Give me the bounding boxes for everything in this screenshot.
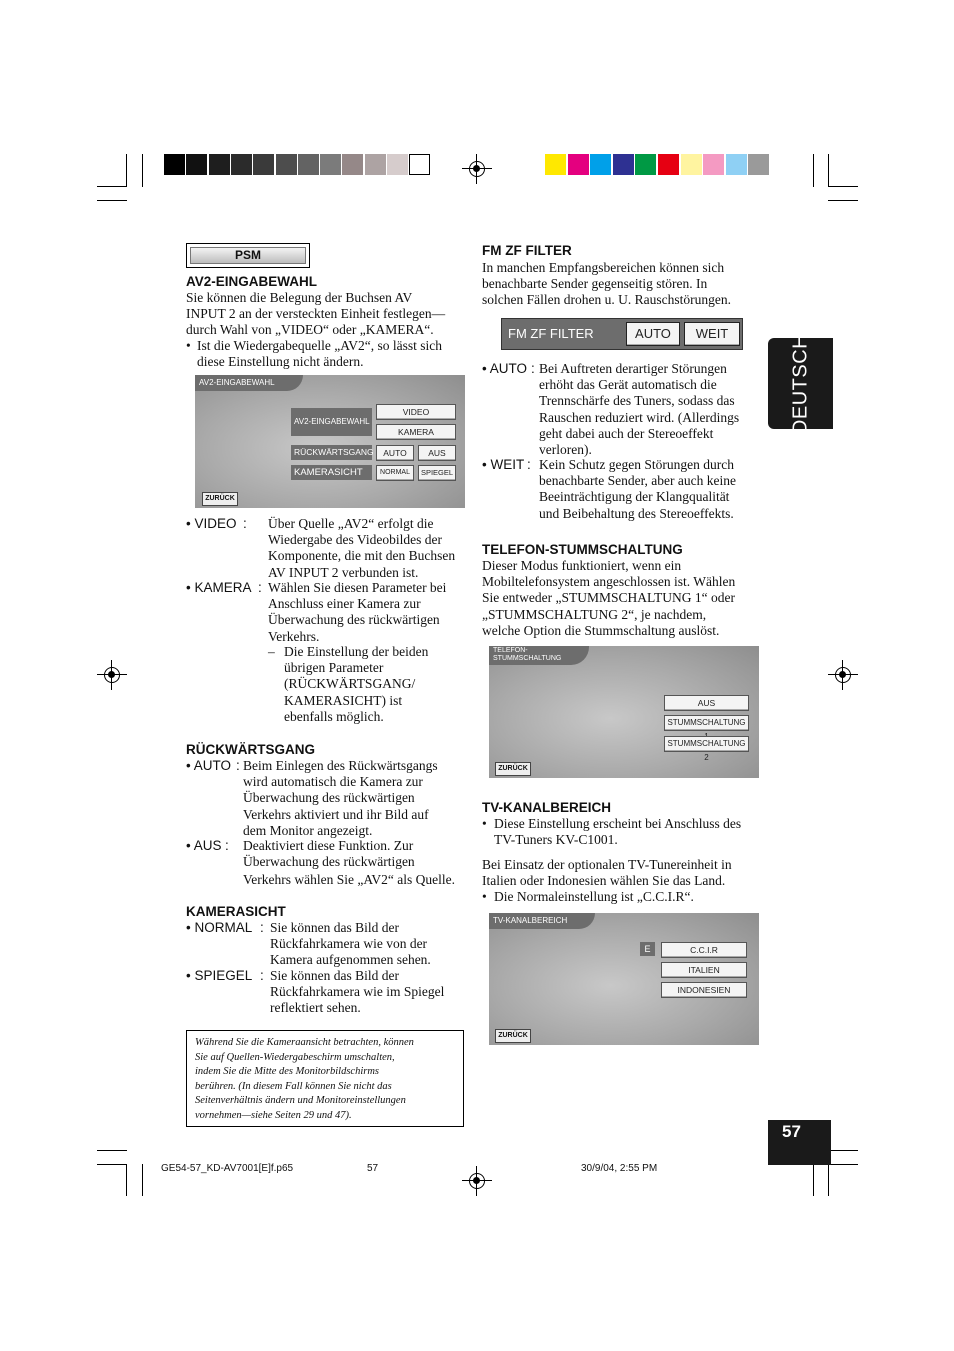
sub-dash: –: [268, 644, 275, 659]
process-swatch: [590, 154, 611, 175]
registration-mark: [466, 158, 488, 180]
kamerasicht-heading: KAMERASICHT: [186, 904, 286, 919]
gray-swatch: [253, 154, 274, 175]
stummschaltung-2-button[interactable]: STUMMSCHALTUNG 2: [664, 736, 749, 752]
text-line: Diese Einstellung erscheint bei Anschluss des: [494, 816, 742, 831]
term-colon: :: [236, 758, 240, 773]
registration-mark: [832, 664, 854, 686]
term-colon: :: [258, 580, 262, 595]
text-line: KAMERASICHT) ist: [284, 692, 403, 708]
rueck-aus-description: [243, 838, 473, 889]
text-line: Verkehrs wählen Sie „AV2“ als Quelle.: [243, 872, 455, 888]
text-line: AV INPUT 2 verbunden ist.: [268, 564, 419, 580]
stummschaltung-1-button[interactable]: STUMMSCHALTUNG: [664, 715, 749, 731]
av2-screen: [195, 375, 465, 508]
process-swatch: [613, 154, 634, 175]
text-line: Sie können das Bild der: [270, 920, 399, 935]
av2-intro: [186, 290, 471, 339]
text-line: dem Monitor angezeigt.: [243, 822, 373, 838]
tv-screen: [489, 913, 759, 1045]
telefon-heading: TELEFON-STUMMSCHALTUNG: [482, 542, 683, 557]
text-line: Bei Auftreten derartiger Störungen: [539, 361, 727, 376]
text-line: TV-Tuners KV-C1001.: [494, 832, 618, 848]
footer-file: GE54-57_KD-AV7001[E]f.p65: [161, 1163, 294, 1174]
gray-swatch: [186, 154, 207, 175]
crop-mark: [97, 1164, 127, 1165]
gray-swatch: [387, 154, 408, 175]
fmzf-auto-description: [539, 361, 769, 458]
text-line: benachbarte Sender, aber auch keine: [539, 473, 736, 489]
process-swatch: [726, 154, 747, 175]
crop-mark: [828, 1150, 858, 1151]
page-number-box: [768, 1120, 831, 1165]
text-line: und Beibehaltung des Stereoeffekts.: [539, 505, 734, 521]
text-line: Überwachung des rückwärtigen: [243, 790, 415, 806]
gray-swatch: [276, 154, 297, 175]
rueckwaertsgang-heading: RÜCKWÄRTSGANG: [186, 742, 315, 757]
language-tab: [768, 333, 833, 434]
text-line: Verkehrs aktiviert und ihr Bild auf: [243, 806, 429, 822]
kamera-term: • KAMERA: [186, 580, 252, 595]
fmzf-bar-label: FM ZF FILTER: [508, 326, 594, 341]
telefon-aus-button[interactable]: AUS: [664, 695, 749, 711]
term-colon: :: [243, 516, 247, 531]
spiegel-description: [270, 968, 470, 1017]
text-line: wird automatisch die Kamera zur: [243, 774, 423, 790]
tv-heading: TV-KANALBEREICH: [482, 800, 612, 815]
screen-tab-line: STUMMSCHALTUNG: [493, 655, 562, 662]
back-button[interactable]: ZURÜCK: [495, 1029, 531, 1043]
text-line: „STUMMSCHALTUNG 2“, je nachdem,: [482, 606, 707, 622]
crop-mark: [97, 200, 127, 201]
gray-swatch: [164, 154, 185, 175]
kamera-sub-description: [284, 644, 469, 725]
text-line: Sie können das Bild der: [270, 968, 399, 983]
gray-swatch: [365, 154, 386, 175]
text-line: Deaktiviert diese Funktion. Zur: [243, 838, 414, 853]
text-line: Rückfahrkamera wie von der: [270, 936, 428, 952]
page-number: 57: [782, 1122, 801, 1141]
process-swatch: [545, 154, 566, 175]
gray-swatch: [231, 154, 252, 175]
screen-tab: [489, 646, 589, 665]
language-tab-label: DEUTSCH: [789, 333, 811, 434]
text-line: Kamera aufgenommen sehen.: [270, 952, 431, 968]
fmzf-heading: FM ZF FILTER: [482, 243, 572, 258]
text-line: Sie entweder „STUMMSCHALTUNG 1“ oder: [482, 590, 735, 606]
text-line: Während Sie die Kameraansicht betrachten, können: [195, 1037, 414, 1048]
term-colon: :: [225, 838, 229, 853]
text-line: Bei Einsatz der optionalen TV-Tunereinheit in: [482, 857, 732, 872]
text-line: benachbarte Sender gegenseitig stören. In: [482, 276, 708, 292]
fmzf-weit-description: [539, 457, 769, 522]
crop-mark: [126, 1164, 127, 1196]
normal-term: • NORMAL: [186, 920, 253, 935]
tv-bullet-1: [494, 816, 769, 848]
bullet-marker: •: [186, 338, 191, 353]
gray-swatch: [298, 154, 319, 175]
text-line: welche Option die Stummschaltung auslöst.: [482, 622, 720, 638]
text-line: Sie auf Quellen-Wiedergabeschirm umschalten,: [195, 1051, 395, 1063]
text-line: Italien oder Indonesien wählen Sie das Land.: [482, 873, 726, 889]
back-button[interactable]: ZURÜCK: [495, 762, 531, 776]
text-line: erhöht das Gerät automatisch die: [539, 377, 717, 393]
crop-mark: [142, 154, 143, 187]
term-colon: :: [527, 457, 531, 472]
process-swatch: [568, 154, 589, 175]
crop-mark: [126, 154, 127, 187]
footer-page: 57: [367, 1163, 379, 1174]
gray-swatch: [320, 154, 341, 175]
screen-tab: TV-KANALBEREICH: [489, 913, 595, 929]
text-line: indem Sie die Mitte des Monitorbildschirms: [195, 1066, 380, 1077]
text-line: Sie können die Belegung der Buchsen AV: [186, 290, 413, 305]
process-swatch: [681, 154, 702, 175]
gray-swatch: [409, 154, 430, 175]
text-line: Anschluss einer Kamera zur: [268, 596, 421, 612]
text-line: Wiedergabe des Videobildes der: [268, 532, 442, 548]
current-selection-marker: E: [640, 942, 655, 956]
text-line: Komponente, die mit den Buchsen: [268, 548, 456, 564]
text-line: übrigen Parameter: [284, 660, 384, 676]
registration-mark: [101, 664, 123, 686]
text-line: Seitenverhältnis ändern und Monitoreinstellungen: [195, 1095, 406, 1106]
psm-button-label: PSM: [234, 248, 261, 262]
ccir-button[interactable]: C.C.I.R: [661, 942, 747, 958]
auto-button[interactable]: AUTO: [376, 445, 414, 461]
fmzf-weit-button[interactable]: WEIT: [684, 322, 740, 346]
process-swatch: [703, 154, 724, 175]
bullet-marker: •: [482, 889, 487, 904]
kamera-button[interactable]: KAMERA: [376, 424, 456, 440]
rueck-auto-description: [243, 758, 473, 839]
kamera-description: [268, 580, 473, 645]
telefon-screen: [489, 646, 759, 778]
text-line: diese Einstellung nicht ändern.: [197, 354, 364, 370]
text-line: INPUT 2 an der versteckten Einheit festlegen—: [186, 306, 446, 322]
crop-mark: [828, 1164, 829, 1196]
crop-mark: [828, 200, 858, 201]
text-line: Überwachung des rückwärtigen: [243, 854, 415, 870]
text-line: reflektiert sehen.: [270, 1000, 361, 1016]
psm-button[interactable]: [186, 243, 310, 268]
tv-bullet-2: Die Normaleinstellung ist „C.C.I.R“.: [494, 889, 694, 904]
back-button[interactable]: ZURÜCK: [202, 492, 238, 506]
text-line: Beeinträchtigung der Klangqualität: [539, 489, 730, 505]
av2-bullet: [197, 338, 472, 370]
text-line: solchen Fällen drohen u. U. Rauschstörungen.: [482, 292, 731, 308]
crop-mark: [142, 1164, 143, 1196]
aus-term: • AUS: [186, 838, 222, 853]
kamerasicht-row-label: KAMERASICHT: [291, 465, 372, 480]
text-line: Wählen Sie diesen Parameter bei: [268, 580, 447, 595]
text-line: Rückfahrkamera wie im Spiegel: [270, 984, 445, 1000]
gray-swatch: [342, 154, 363, 175]
crop-mark: [828, 186, 858, 187]
aus-button[interactable]: AUS: [418, 445, 456, 461]
italien-button[interactable]: ITALIEN: [661, 962, 747, 978]
rueckwaertsgang-row-label: RÜCKWÄRTSGANG: [291, 445, 372, 460]
crop-mark: [828, 154, 829, 187]
text-line: Trennschärfe des Tuners, sodass das: [539, 393, 735, 409]
normal-button[interactable]: NORMAL: [376, 465, 414, 481]
text-line: Über Quelle „AV2“ erfolgt die: [268, 516, 434, 531]
process-swatch: [635, 154, 656, 175]
text-line: Verkehrs.: [268, 628, 320, 644]
tv-intro: [482, 857, 767, 889]
normal-description: [270, 920, 470, 969]
term-colon: :: [531, 361, 535, 376]
crop-mark: [97, 186, 127, 187]
fmzf-intro: [482, 260, 767, 309]
text-line: Mobiltelefonsystem angeschlossen ist. Wählen: [482, 574, 736, 590]
crop-mark: [97, 1150, 127, 1151]
auto-term: • AUTO: [186, 758, 231, 773]
text-line: Beim Einlegen des Rückwärtsgangs: [243, 758, 438, 773]
video-description: [268, 516, 473, 581]
text-line: In manchen Empfangsbereichen können sich: [482, 260, 725, 275]
text-line: Dieser Modus funktioniert, wenn ein: [482, 558, 682, 573]
bullet-marker: •: [482, 816, 487, 831]
text-line: durch Wahl von „VIDEO“ oder „KAMERA“.: [186, 322, 434, 338]
process-swatch: [658, 154, 679, 175]
auto-term: • AUTO: [482, 361, 527, 376]
process-swatch: [748, 154, 769, 175]
video-button[interactable]: VIDEO: [376, 404, 456, 420]
screen-tab-line: TELEFON-: [493, 647, 528, 654]
screen-tab: AV2-EINGABEWAHL: [195, 375, 303, 391]
crop-mark: [828, 1164, 858, 1165]
text-line: (RÜCKWÄRTSGANG/: [284, 676, 416, 692]
spiegel-term: • SPIEGEL: [186, 968, 253, 983]
indonesien-button[interactable]: INDONESIEN: [661, 982, 747, 998]
telefon-intro: [482, 558, 767, 639]
note-box: [186, 1030, 464, 1127]
registration-mark: [466, 1170, 488, 1192]
fmzf-setting-bar: [501, 318, 743, 350]
text-line: geht dabei auch der Stereoeffekt: [539, 425, 714, 441]
text-line: Rauschen reduziert wird. (Allerdings: [539, 409, 740, 425]
crop-mark: [813, 154, 814, 187]
footer-date: 30/9/04, 2:55 PM: [581, 1163, 658, 1174]
text-line: Ist die Wiedergabequelle „AV2“, so lässt sich: [197, 338, 443, 353]
spiegel-button[interactable]: SPIEGEL: [418, 465, 456, 481]
text-line: ebenfalls möglich.: [284, 708, 384, 724]
term-colon: :: [260, 968, 264, 983]
text-line: verloren).: [539, 442, 592, 458]
av2-heading: AV2-EINGABEWAHL: [186, 274, 318, 289]
term-colon: :: [260, 920, 264, 935]
weit-term: • WEIT: [482, 457, 525, 472]
text-line: Überwachung des rückwärtigen: [268, 612, 440, 628]
video-term: • VIDEO: [186, 516, 237, 531]
fmzf-auto-button[interactable]: AUTO: [626, 322, 680, 346]
note-text: [195, 1036, 460, 1123]
text-line: berühren. (In diesem Fall können Sie nicht das: [195, 1080, 392, 1092]
av2-row-label: AV2-EINGABEWAHL: [291, 408, 372, 436]
crop-mark: [813, 1164, 814, 1196]
text-line: vornehmen—siehe Seiten 29 und 47).: [195, 1109, 352, 1121]
text-line: Kein Schutz gegen Störungen durch: [539, 457, 734, 472]
gray-swatch: [209, 154, 230, 175]
text-line: Die Einstellung der beiden: [284, 644, 429, 659]
